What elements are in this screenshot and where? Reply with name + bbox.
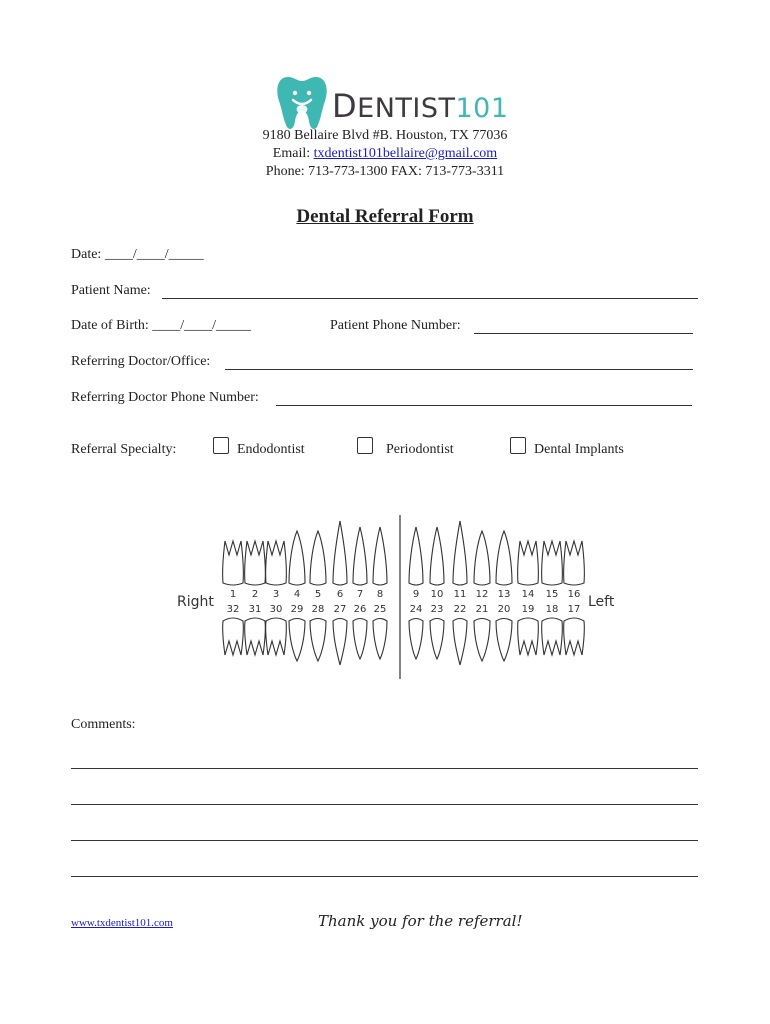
upper-tooth-number: 9: [412, 589, 420, 600]
lower-tooth[interactable]: [266, 618, 287, 655]
upper-tooth-number: 7: [356, 589, 364, 600]
upper-tooth[interactable]: [353, 527, 367, 585]
upper-tooth-number: 3: [272, 589, 280, 600]
lower-tooth-number: 23: [430, 604, 444, 615]
upper-tooth[interactable]: [333, 521, 347, 585]
patient-phone-label: Patient Phone Number:: [330, 318, 461, 333]
right-side-label: Right: [177, 594, 214, 610]
upper-tooth-number: 13: [497, 589, 511, 600]
comment-line[interactable]: [71, 840, 698, 841]
patient-name-input[interactable]: [162, 283, 698, 299]
upper-tooth[interactable]: [518, 541, 539, 585]
comment-line[interactable]: [71, 768, 698, 769]
upper-teeth: [223, 521, 585, 585]
lower-tooth-number: 27: [333, 604, 347, 615]
upper-tooth[interactable]: [564, 541, 585, 585]
lower-tooth[interactable]: [373, 619, 387, 660]
periodontist-label: Periodontist: [386, 442, 454, 457]
comment-line[interactable]: [71, 804, 698, 805]
endodontist-checkbox[interactable]: [213, 437, 229, 454]
lower-tooth-number: 28: [311, 604, 325, 615]
upper-tooth-number: 4: [293, 589, 301, 600]
upper-tooth-number: 12: [475, 589, 489, 600]
upper-tooth[interactable]: [409, 527, 423, 585]
lower-tooth[interactable]: [245, 618, 266, 655]
lower-tooth-number: 20: [497, 604, 511, 615]
upper-tooth-numbers: [230, 589, 581, 600]
lower-tooth-number: 24: [409, 604, 423, 615]
upper-tooth-number: 5: [314, 589, 322, 600]
referring-office-input[interactable]: [225, 354, 693, 370]
upper-tooth-number: 2: [251, 589, 259, 600]
upper-tooth-number: 1: [229, 589, 237, 600]
upper-tooth[interactable]: [453, 521, 467, 585]
upper-tooth[interactable]: [496, 531, 512, 585]
upper-tooth[interactable]: [245, 541, 266, 585]
lower-tooth-numbers: [227, 604, 581, 615]
dental-implants-checkbox[interactable]: [510, 437, 526, 454]
upper-tooth[interactable]: [430, 527, 444, 585]
logo-word-rest: ENTIST: [357, 93, 456, 124]
lower-teeth: [223, 618, 585, 665]
upper-tooth[interactable]: [373, 527, 387, 585]
lower-tooth-number: 26: [353, 604, 367, 615]
lower-tooth-number: 29: [290, 604, 304, 615]
lower-tooth-number: 25: [373, 604, 387, 615]
lower-tooth-number: 21: [475, 604, 489, 615]
upper-tooth[interactable]: [310, 531, 326, 585]
lower-tooth[interactable]: [474, 619, 490, 662]
lower-tooth-number: 30: [269, 604, 283, 615]
lower-tooth[interactable]: [310, 619, 326, 662]
lower-tooth[interactable]: [353, 619, 367, 660]
email-link[interactable]: txdentist101bellaire@gmail.com: [313, 146, 498, 161]
referring-phone-input[interactable]: [276, 390, 692, 406]
email-line: Email: txdentist101bellaire@gmail.com: [272, 146, 498, 161]
upper-tooth[interactable]: [542, 541, 563, 585]
logo: [274, 73, 509, 133]
lower-tooth-number: 19: [521, 604, 535, 615]
lower-tooth-number: 17: [567, 604, 581, 615]
logo-number: 101: [455, 93, 509, 124]
dob-field[interactable]: Date of Birth: ____/____/_____: [71, 318, 252, 333]
upper-tooth[interactable]: [266, 541, 287, 585]
lower-tooth[interactable]: [333, 619, 347, 666]
referring-phone-label: Referring Doctor Phone Number:: [71, 390, 259, 405]
lower-tooth-number: 31: [248, 604, 262, 615]
upper-tooth[interactable]: [289, 531, 305, 585]
upper-tooth[interactable]: [474, 531, 490, 585]
date-field[interactable]: Date: ____/____/_____: [71, 247, 204, 262]
address-line: 9180 Bellaire Blvd #B. Houston, TX 77036: [262, 128, 508, 143]
lower-tooth-number: 32: [226, 604, 240, 615]
address-block: [0, 127, 770, 181]
upper-tooth-number: 16: [567, 589, 581, 600]
upper-tooth-number: 14: [521, 589, 535, 600]
lower-tooth-number: 18: [545, 604, 559, 615]
comments-label: Comments:: [71, 717, 136, 732]
upper-tooth-number: 6: [336, 589, 344, 600]
comment-line[interactable]: [71, 876, 698, 877]
patient-name-label: Patient Name:: [71, 283, 151, 298]
website-link[interactable]: www.txdentist101.com: [71, 917, 173, 929]
upper-tooth-number: 15: [545, 589, 559, 600]
lower-tooth[interactable]: [453, 619, 467, 666]
lower-tooth[interactable]: [430, 619, 444, 660]
dental-implants-label: Dental Implants: [534, 442, 624, 457]
lower-tooth[interactable]: [564, 618, 585, 655]
endodontist-label: Endodontist: [237, 442, 305, 457]
logo-word-initial: D: [332, 87, 358, 125]
form-title: Dental Referral Form: [296, 206, 474, 227]
phone-fax-line: Phone: 713-773-1300 FAX: 713-773-3311: [265, 164, 505, 179]
tooth-logo-icon: [274, 73, 330, 131]
lower-tooth[interactable]: [289, 619, 305, 662]
upper-tooth[interactable]: [223, 541, 244, 585]
upper-tooth-number: 8: [376, 589, 384, 600]
lower-tooth[interactable]: [409, 619, 423, 660]
upper-tooth-number: 10: [430, 589, 444, 600]
lower-tooth[interactable]: [518, 618, 539, 655]
periodontist-checkbox[interactable]: [357, 437, 373, 454]
lower-tooth-number: 22: [453, 604, 467, 615]
lower-tooth[interactable]: [223, 618, 244, 655]
tooth-chart-diagram: [175, 513, 635, 683]
left-side-label: Left: [588, 594, 615, 610]
lower-tooth[interactable]: [496, 619, 512, 662]
referring-office-label: Referring Doctor/Office:: [71, 354, 211, 369]
upper-tooth-number: 11: [453, 589, 467, 600]
patient-phone-input[interactable]: [474, 318, 693, 334]
thanks-message: Thank you for the referral!: [318, 912, 523, 930]
specialty-label: Referral Specialty:: [71, 442, 177, 457]
lower-tooth[interactable]: [542, 618, 563, 655]
